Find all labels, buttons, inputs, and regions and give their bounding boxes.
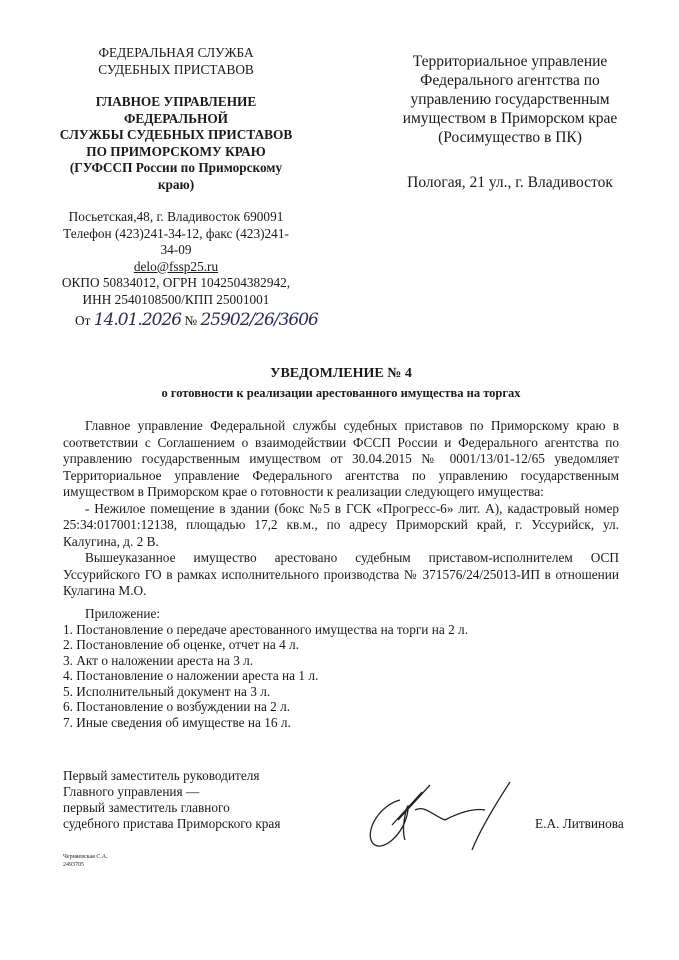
sender-okpo: ОКПО 50834012, ОГРН 1042504382942, xyxy=(61,275,291,290)
department-line: ГЛАВНОЕ УПРАВЛЕНИЕ xyxy=(95,94,257,109)
signatory-position xyxy=(63,768,280,832)
sender-address: Посьетская,48, г. Владивосток 690091 xyxy=(68,209,284,224)
document-title: УВЕДОМЛЕНИЕ № 4 xyxy=(270,366,412,381)
sender-header xyxy=(58,45,294,308)
position-line: Главного управления — xyxy=(63,784,200,799)
attachment-item: 2. Постановление об оценке, отчет на 4 л. xyxy=(63,637,300,652)
attachment-item: 7. Иные сведения об имуществе на 16 л. xyxy=(63,714,291,730)
recipient-line: имуществом в Приморском крае xyxy=(402,110,618,127)
body-paragraph: Вышеуказанное имущество арестовано судебным приставом-исполнителем ОСП Уссурийского ГО в рамках исполнительного производства № 371576/24/25013-ИП в отношении Кулагина М.О. xyxy=(63,550,619,598)
position-line: судебного пристава Приморского края xyxy=(63,816,281,831)
signatory-name: Е.А. Литвинова xyxy=(535,816,624,831)
service-line: СУДЕБНЫХ ПРИСТАВОВ xyxy=(98,61,254,77)
body-paragraph: Главное управление Федеральной службы судебных приставов по Приморскому краю в соответствии с Соглашением о взаимодействии ФССП России и Федерального агентства по управлению государственным имуществом от 30.04.2015 № 0001/13/01-12/65 уведомляет Территориальное управление Федерального агентства по управлению государственным имуществом в Приморском крае о готовности к реализации следующего имущества: xyxy=(63,418,619,499)
recipient-line: управлению государственным xyxy=(410,91,610,108)
service-line: ФЕДЕРАЛЬНАЯ СЛУЖБА xyxy=(98,45,254,60)
document-subtitle: о готовности к реализации арестованного имущества на торгах xyxy=(161,386,521,400)
department-line: краю) xyxy=(157,176,195,192)
attachment-item: 1. Постановление о передаче арестованного имущества на торги на 2 л. xyxy=(63,621,469,637)
executor-phone: 2493705 xyxy=(63,862,84,868)
department-line: (ГУФССП России по Приморскому xyxy=(69,160,283,175)
recipient-line: Территориальное управление xyxy=(412,53,608,70)
sender-email[interactable]: delo@fssp25.ru xyxy=(133,258,219,274)
recipient-line: Федерального агентства по xyxy=(420,72,600,89)
body-paragraph: - Нежилое помещение в здании (бокс №5 в ГСК «Прогресс-6» лит. А), кадастровый номер 25:34:017001:12138, площадью 17,2 кв.м., по адресу Приморский край, г. Уссурийск, ул. Калугина, д. 2 В. xyxy=(63,500,619,549)
executor-info xyxy=(63,853,108,869)
date-prefix: От xyxy=(75,313,91,328)
attachment-item: 5. Исполнительный документ на 3 л. xyxy=(63,683,271,699)
attachment-item: 4. Постановление о наложении ареста на 1 л. xyxy=(63,668,319,683)
number-prefix: № xyxy=(184,313,198,328)
position-line: Первый заместитель руководителя xyxy=(63,768,260,783)
handwritten-signature xyxy=(360,780,530,860)
handwritten-date: 14.01.2026 xyxy=(93,310,182,330)
sender-inn: ИНН 2540108500/КПП 25001001 xyxy=(82,291,270,307)
sender-phone: Телефон (423)241-34-12, факс (423)241-34-09 xyxy=(63,225,289,257)
recipient-block xyxy=(385,52,635,192)
executor-name: Черняевская С.А. xyxy=(63,854,108,860)
outgoing-reference xyxy=(75,310,318,330)
recipient-address: Пологая, 21 ул., г. Владивосток xyxy=(407,174,613,191)
department-line: СЛУЖБЫ СУДЕБНЫХ ПРИСТАВОВ xyxy=(59,127,293,142)
position-line: первый заместитель главного xyxy=(63,800,230,815)
attachment-item: 3. Акт о наложении ареста на 3 л. xyxy=(63,652,254,668)
attachment-item: 6. Постановление о возбуждении на 2 л. xyxy=(63,699,291,714)
recipient-line: (Росимущество в ПК) xyxy=(438,129,582,146)
attachments-heading: Приложение: xyxy=(85,606,161,621)
department-line: ПО ПРИМОРСКОМУ КРАЮ xyxy=(86,143,266,159)
department-line: ФЕДЕРАЛЬНОЙ xyxy=(123,110,229,126)
document-body xyxy=(63,418,619,600)
attachments-list xyxy=(63,606,468,730)
handwritten-number: 25902/26/3606 xyxy=(200,310,318,330)
